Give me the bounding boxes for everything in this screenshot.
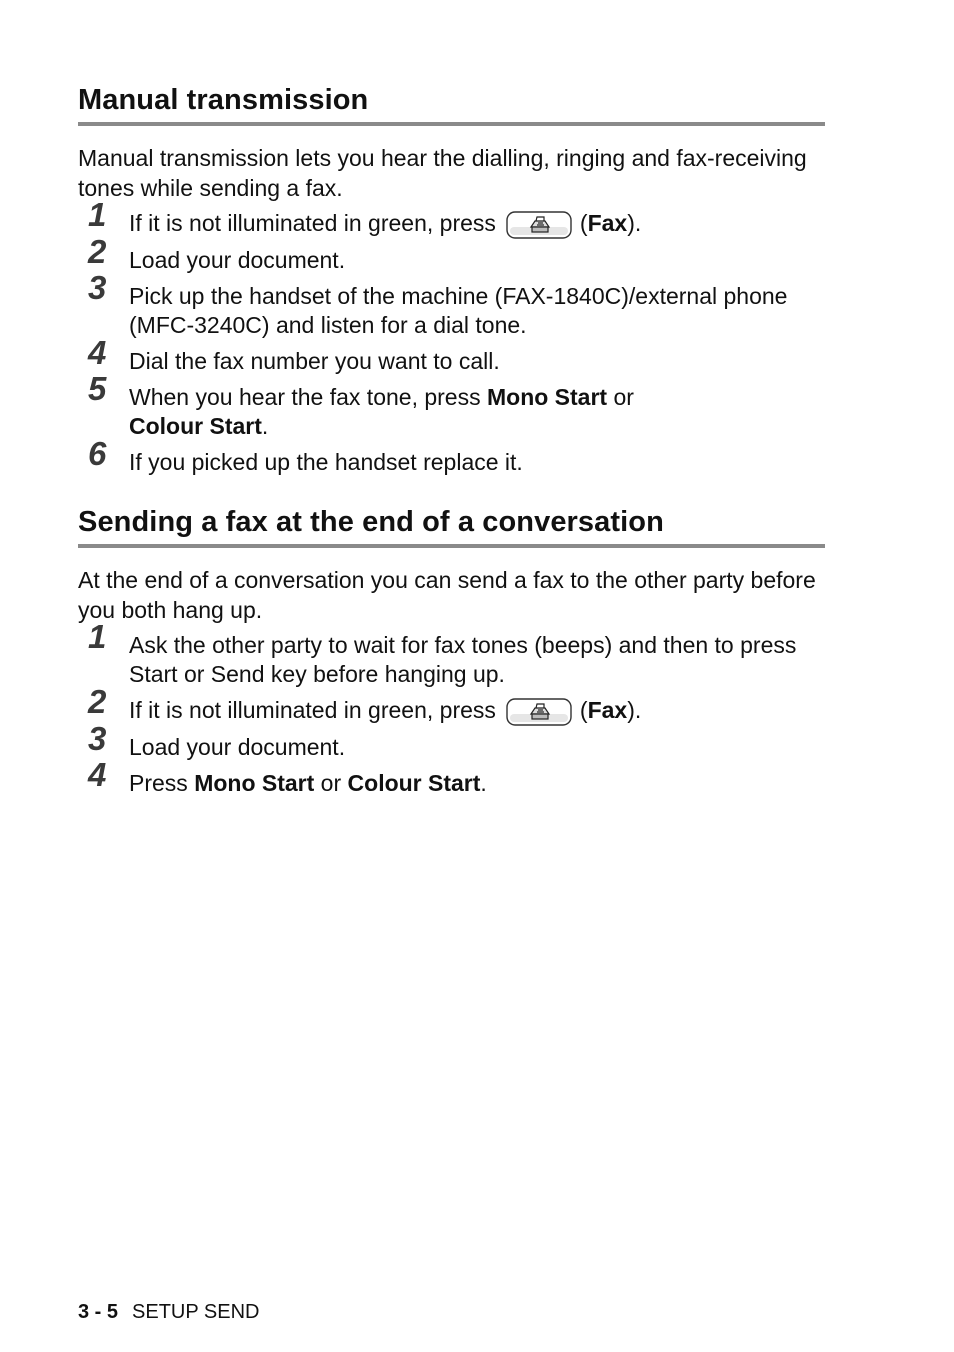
page-number: 3 - 5 <box>78 1301 119 1323</box>
step-text: Load your document. <box>129 247 346 273</box>
section-title: Manual transmission <box>78 84 369 116</box>
step-text: If you picked up the handset replace it. <box>129 449 523 475</box>
step-item <box>78 370 825 441</box>
step-number: 3 <box>88 720 107 757</box>
step-number: 6 <box>88 435 107 472</box>
step-number: 4 <box>88 334 107 371</box>
step-text-mid: or <box>607 384 634 410</box>
step-item <box>78 269 825 340</box>
step-number: 5 <box>88 370 107 407</box>
section-intro: Manual transmission lets you hear the dialling, ringing and fax-receiving tones while sending a fax. <box>78 145 807 201</box>
section-manual-transmission <box>78 82 825 484</box>
step-list <box>78 196 825 477</box>
fax-key-icon <box>506 211 572 239</box>
step-item <box>78 683 825 726</box>
step-item <box>78 233 825 275</box>
key-name-mono: Mono Start <box>194 770 315 796</box>
step-list <box>78 618 825 798</box>
fax-key-icon <box>506 698 572 726</box>
step-item <box>78 618 825 689</box>
page-footer <box>78 1300 259 1324</box>
step-item <box>78 334 825 376</box>
step-item <box>78 756 825 798</box>
key-name-colour: Colour Start <box>129 413 262 439</box>
step-text-mid: or <box>314 770 348 796</box>
title-rule <box>78 544 825 548</box>
step-text: When you hear the fax tone, press <box>129 384 487 410</box>
step-item <box>78 196 825 239</box>
step-number: 2 <box>88 683 107 720</box>
key-name: Fax <box>587 697 628 723</box>
section-send-after-conversation <box>78 504 825 805</box>
step-number: 1 <box>88 196 107 233</box>
key-name-colour: Colour Start <box>347 770 481 796</box>
step-text-end: . <box>480 770 487 796</box>
step-text: Pick up the handset of the machine (FAX-1840C)/external phone (MFC-3240C) and listen for a dial tone. <box>129 283 788 338</box>
step-text-end: . <box>261 413 269 439</box>
paren-open: ( <box>579 697 588 723</box>
step-number: 1 <box>88 618 107 655</box>
step-number: 3 <box>88 269 107 306</box>
step-text-end: ). <box>627 210 642 236</box>
step-number: 2 <box>88 233 107 270</box>
chapter-label: SETUP SEND <box>132 1301 260 1323</box>
step-item <box>78 720 825 762</box>
step-text-end: ). <box>627 697 642 723</box>
step-text: Load your document. <box>129 734 346 760</box>
key-name-mono: Mono Start <box>486 384 608 410</box>
step-text: Press <box>129 770 195 796</box>
step-text: Dial the fax number you want to call. <box>129 348 500 374</box>
title-rule <box>78 122 825 126</box>
step-text: If it is not illuminated in green, press <box>129 210 496 236</box>
key-name: Fax <box>587 210 628 236</box>
section-title: Sending a fax at the end of a conversation <box>78 506 664 538</box>
section-intro: At the end of a conversation you can send a fax to the other party before you both hang up. <box>78 567 816 623</box>
step-item <box>78 435 825 477</box>
step-number: 4 <box>88 756 107 793</box>
paren-open: ( <box>579 210 588 236</box>
step-text: Ask the other party to wait for fax tones (beeps) and then to press Start or Send key before hanging up. <box>129 632 797 687</box>
step-text: If it is not illuminated in green, press <box>129 697 496 723</box>
